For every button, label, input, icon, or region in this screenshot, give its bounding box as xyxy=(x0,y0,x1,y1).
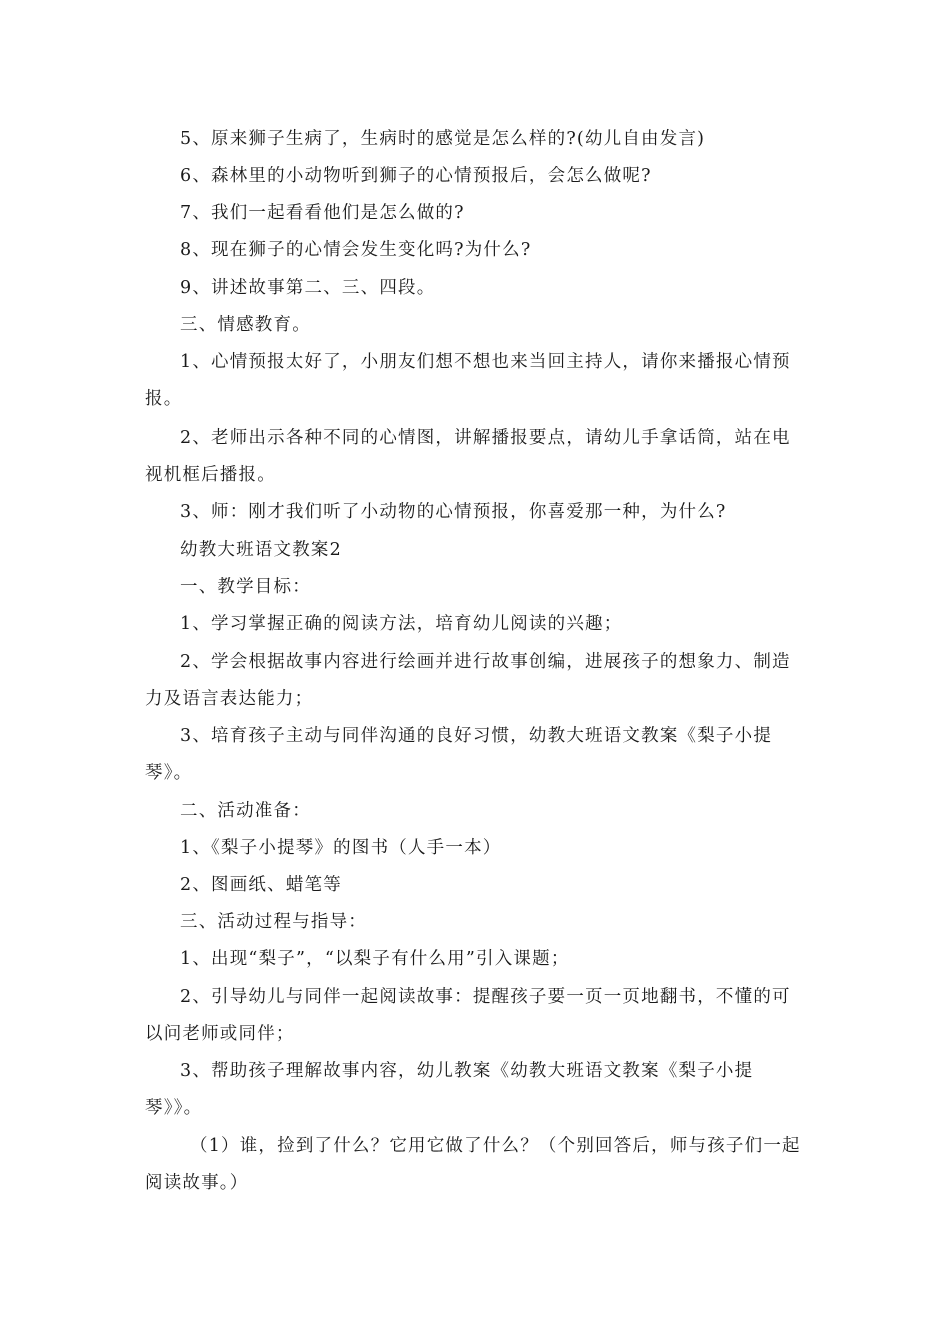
section-heading: 二、活动准备： xyxy=(180,801,311,821)
text-line: 2、引导幼儿与同伴一起阅读故事：提醒孩子要一页一页地翻书，不懂的可 xyxy=(180,987,791,1007)
text-line: 2、图画纸、蜡笔等 xyxy=(180,875,342,895)
text-line: 6、森林里的小动物听到狮子的心情预报后，会怎么做呢? xyxy=(180,166,652,186)
text-line: 1、心情预报太好了，小朋友们想不想也来当回主持人，请你来播报心情预 xyxy=(180,352,791,372)
text-line: 阅读故事。） xyxy=(145,1173,249,1193)
text-line: 琴》。 xyxy=(145,763,193,783)
section-heading: 一、教学目标： xyxy=(180,577,311,597)
text-line: 1、《梨子小提琴》的图书（人手一本） xyxy=(180,838,502,858)
text-line: 2、学会根据故事内容进行绘画并进行故事创编，进展孩子的想象力、制造 xyxy=(180,652,791,672)
section-heading: 三、活动过程与指导： xyxy=(180,912,367,932)
text-line: 3、师：刚才我们听了小动物的心情预报，你喜爱那一种，为什么? xyxy=(180,502,727,522)
text-line: 9、讲述故事第二、三、四段。 xyxy=(180,278,436,298)
text-line: 3、培育孩子主动与同伴沟通的良好习惯，幼教大班语文教案《梨子小提 xyxy=(180,726,773,746)
text-line: 视机框后播报。 xyxy=(145,465,276,485)
text-line: 以问老师或同伴； xyxy=(145,1024,295,1044)
text-line: 8、现在狮子的心情会发生变化吗?为什么? xyxy=(180,240,532,260)
section-title: 幼教大班语文教案2 xyxy=(180,540,342,560)
text-line: 5、原来狮子生病了，生病时的感觉是怎么样的?(幼儿自由发言) xyxy=(180,129,706,149)
text-line: 1、出现“梨子”，“以梨子有什么用”引入课题； xyxy=(180,949,570,969)
text-line: （1）谁，捡到了什么？它用它做了什么？（个别回答后，师与孩子们一起 xyxy=(190,1136,801,1156)
text-line: 琴》》。 xyxy=(145,1098,203,1118)
text-line: 3、帮助孩子理解故事内容，幼儿教案《幼教大班语文教案《梨子小提 xyxy=(180,1061,754,1081)
text-line: 力及语言表达能力； xyxy=(145,689,314,709)
section-heading: 三、情感教育。 xyxy=(180,315,311,335)
text-line: 1、学习掌握正确的阅读方法，培育幼儿阅读的兴趣； xyxy=(180,614,623,634)
text-line: 报。 xyxy=(145,389,183,409)
text-line: 7、我们一起看看他们是怎么做的? xyxy=(180,203,465,223)
text-line: 2、老师出示各种不同的心情图，讲解播报要点，请幼儿手拿话筒，站在电 xyxy=(180,428,791,448)
